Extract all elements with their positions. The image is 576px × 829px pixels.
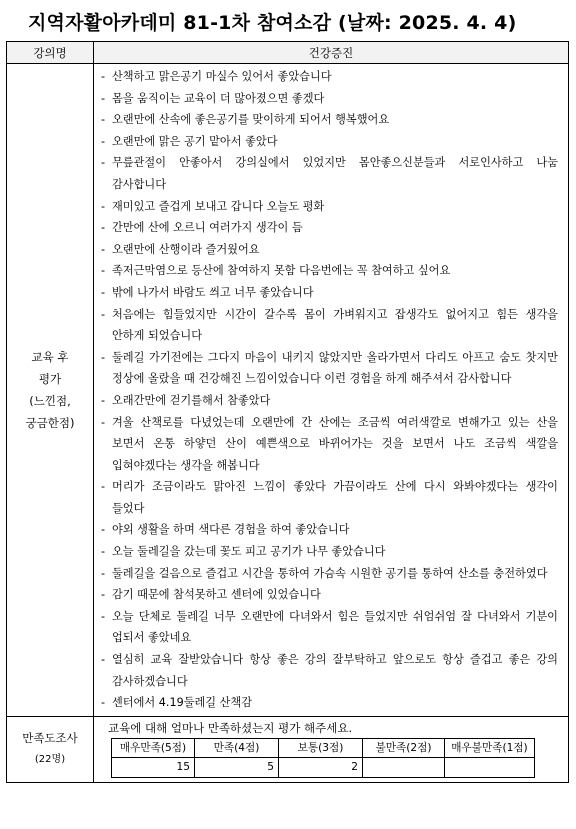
feedback-item	[96, 217, 558, 239]
feedback-label-line: 평가	[38, 371, 62, 386]
bullet-dash: -	[101, 134, 106, 148]
feedback-item	[96, 196, 558, 218]
rating-value-very-satisfied: 15	[112, 757, 195, 777]
bullet-dash: -	[101, 113, 106, 127]
respondent-count: (22명)	[34, 754, 66, 766]
satisfaction-title: 만족도조사	[22, 731, 78, 746]
course-name-value: 건강증진	[94, 42, 569, 64]
feedback-item	[96, 649, 558, 692]
feedback-item	[96, 563, 558, 585]
feedback-text: 감기 때문에 참석못하고 센터에 있었습니다	[112, 588, 321, 602]
bullet-dash: -	[101, 156, 106, 170]
satisfaction-content	[94, 716, 569, 782]
feedback-item	[96, 239, 558, 261]
feedback-text: 오래간만에 걷기를해서 참좋았다	[112, 393, 271, 407]
feedback-item	[96, 541, 558, 563]
bullet-dash: -	[101, 350, 106, 364]
feedback-text: 오늘 단체로 둘레길 너무 오랜만에 다녀와서 힘은 들었지만 쉬엄쉬엄 잘 다녀와서 기분이 업되서 좋았네요	[112, 609, 558, 645]
feedback-text: 둘레길 가기전에는 그다지 마음이 내키지 않았지만 올라가면서 다리도 아프고 숨도 찻지만 정상에 올랐을 때 건강해진 느낌이었습니다 이런 경험을 하게 해주셔서 감사합니다	[112, 350, 558, 386]
bullet-dash: -	[101, 653, 106, 667]
feedback-item	[96, 519, 558, 541]
feedback-text: 재미있고 즐겁게 보내고 갑니다 오늘도 평화	[112, 199, 325, 213]
feedback-item	[96, 109, 558, 131]
bullet-dash: -	[101, 566, 106, 580]
feedback-text: 오랜만에 산속에 좋은공기를 맞이하게 되어서 행복했어요	[112, 113, 390, 127]
bullet-dash: -	[101, 91, 106, 105]
rating-value-satisfied: 5	[195, 757, 279, 777]
feedback-text: 야외 생활을 하며 색다른 경험을 하여 좋았습니다	[112, 523, 350, 537]
feedback-text: 산책하고 맑은공기 마실수 있어서 좋았습니다	[112, 70, 332, 83]
feedback-text: 오랜만에 맑은 공기 맡아서 좋았다	[112, 134, 278, 148]
bullet-dash: -	[101, 393, 106, 407]
bullet-dash: -	[101, 242, 106, 256]
page-title: 지역자활아카데미 81-1차 참여소감 (날짜: 2025. 4. 4)	[28, 12, 517, 34]
rating-col-neutral: 보통(3점)	[279, 738, 363, 757]
rating-values-row	[112, 757, 535, 777]
feedback-label-line: 궁금한점)	[25, 415, 75, 430]
feedback-item	[96, 606, 558, 649]
bullet-dash: -	[101, 307, 106, 321]
bullet-dash: -	[101, 545, 106, 559]
feedback-item	[96, 390, 558, 412]
feedback-text: 겨울 산책로를 다녔었는데 오랜만에 간 산에는 조금씩 여러색깔로 변해가고 있는 산을 보면서 온통 하얗던 산이 예쁜색으로 바뀌어가는 것을 보면서 나도 조금씩 색깔을 입혀야겠다는 생각을 해봅니다	[112, 415, 558, 472]
feedback-item	[96, 152, 558, 195]
feedback-item	[96, 304, 558, 347]
feedback-text: 몸을 움직이는 교육이 더 많아졌으면 좋겠다	[112, 91, 325, 105]
feedback-text: 열심히 교육 잘받았습니다 항상 좋은 강의 잘부탁하고 앞으로도 항상 즐겁고 좋은 강의 감사하겠습니다	[112, 653, 558, 688]
feedback-item	[96, 692, 558, 714]
feedback-list	[94, 64, 568, 716]
feedback-text: 족저근막염으로 등산에 참여하지 못함 다음번에는 꼭 참여하고 싶어요	[112, 264, 451, 278]
feedback-text: 오늘 둘레길을 갔는데 꽃도 피고 공기가 나무 좋았습니다	[112, 545, 386, 559]
rating-col-very-dissatisfied: 매우불만족(1점)	[445, 738, 535, 757]
feedback-label-line: 교육 후	[31, 349, 69, 364]
bullet-dash: -	[101, 480, 106, 494]
feedback-text: 처음에는 힘들었지만 시간이 갈수록 몸이 가벼워지고 잡생각도 없어지고 힘든 생각을 안하게 되었습니다	[112, 307, 558, 343]
bullet-dash: -	[101, 523, 106, 537]
bullet-dash: -	[101, 221, 106, 235]
rating-header-row	[112, 738, 535, 757]
feedback-item	[96, 584, 558, 606]
bullet-dash: -	[101, 70, 106, 83]
feedback-content	[94, 64, 569, 717]
feedback-row	[7, 64, 569, 717]
feedback-text: 간만에 산에 오르니 여러가지 생각이 듬	[112, 221, 303, 235]
survey-table	[6, 41, 569, 783]
feedback-text: 센터에서 4.19둘레길 산책감	[112, 696, 253, 710]
rating-col-very-satisfied: 매우만족(5점)	[112, 738, 195, 757]
feedback-item	[96, 260, 558, 282]
rating-value-neutral: 2	[279, 757, 363, 777]
feedback-item	[96, 476, 558, 519]
feedback-item	[96, 88, 558, 110]
bullet-dash: -	[101, 264, 106, 278]
rating-col-satisfied: 만족(4점)	[195, 738, 279, 757]
satisfaction-label	[7, 716, 94, 782]
satisfaction-row	[7, 716, 569, 782]
feedback-text: 머리가 조금이라도 맑아진 느낌이 좋았다 가끔이라도 산에 다시 와봐야겠다는 생각이 들었다	[112, 480, 558, 515]
feedback-label-line: (느낀점,	[29, 393, 71, 408]
feedback-item	[96, 412, 558, 477]
course-name-header: 강의명	[7, 42, 94, 64]
feedback-item	[96, 347, 558, 390]
feedback-item	[96, 282, 558, 304]
rating-value-very-dissatisfied	[445, 757, 535, 777]
rating-table	[111, 738, 535, 778]
bullet-dash: -	[101, 588, 106, 602]
bullet-dash: -	[101, 696, 106, 710]
feedback-text: 밖에 나가서 바람도 씌고 너무 좋았습니다	[112, 285, 314, 299]
rating-value-dissatisfied	[363, 757, 445, 777]
bullet-dash: -	[101, 285, 106, 299]
bullet-dash: -	[101, 199, 106, 213]
table-header-row	[7, 42, 569, 64]
bullet-dash: -	[101, 609, 106, 623]
feedback-item	[96, 66, 558, 88]
feedback-item	[96, 131, 558, 153]
rating-col-dissatisfied: 불만족(2점)	[363, 738, 445, 757]
feedback-text: 무릎관절이 안좋아서 강의실에서 있었지만 몸안좋으신분들과 서로인사하고 나눔 감사합니다	[112, 156, 558, 191]
feedback-text: 오랜만에 산행이라 즐거웠어요	[112, 242, 260, 256]
satisfaction-question: 교육에 대해 얼마나 만족하셨는지 평가 해주세요.	[108, 720, 353, 735]
feedback-label	[7, 64, 94, 717]
bullet-dash: -	[101, 415, 106, 429]
feedback-text: 둘레길을 걸음으로 즐겁고 시간을 통하여 가슴속 시원한 공기를 통하여 산소를 충전하였다	[112, 566, 548, 580]
